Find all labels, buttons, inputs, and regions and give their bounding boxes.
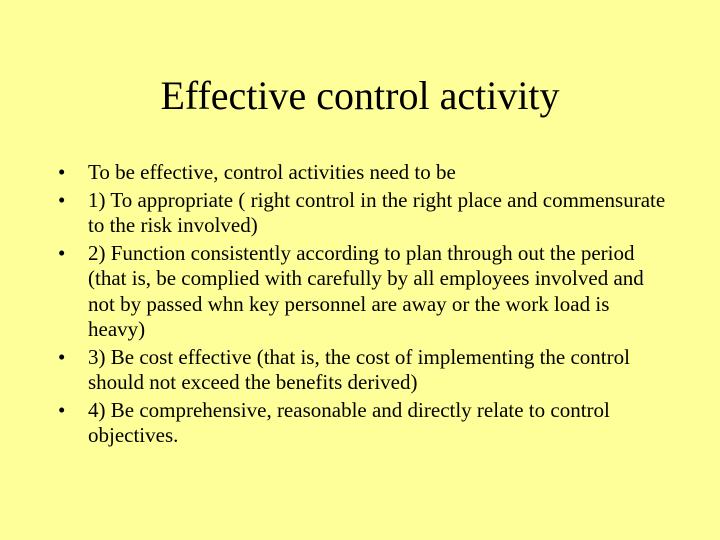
bullet-text: To be effective, control activities need to be: [88, 160, 456, 184]
bullet-item: [58, 241, 668, 343]
bullet-icon: •: [58, 187, 66, 212]
bullet-text: 1) To appropriate ( right control in the right place and commensurate to the risk involved): [88, 187, 666, 237]
bullet-icon: •: [58, 397, 66, 422]
bullet-item: [58, 398, 668, 449]
slide-title: Effective control activity: [160, 73, 560, 118]
bullet-text: 3) Be cost effective (that is, the cost of implementing the control should not exceed the benefits derived): [88, 344, 630, 394]
bullet-icon: •: [58, 160, 66, 184]
bullet-item: [58, 160, 668, 186]
bullet-icon: •: [58, 344, 66, 369]
bullet-item: [58, 188, 668, 239]
bullet-text: 4) Be comprehensive, reasonable and directly relate to control objectives.: [88, 397, 610, 447]
bullet-list: [58, 160, 668, 451]
bullet-text: 2) Function consistently according to plan through out the period (that is, be complied with carefully by all employees involved and not by passed whn key personnel are away or the work load is heavy): [88, 240, 644, 341]
bullet-item: [58, 345, 668, 396]
bullet-icon: •: [58, 240, 66, 265]
